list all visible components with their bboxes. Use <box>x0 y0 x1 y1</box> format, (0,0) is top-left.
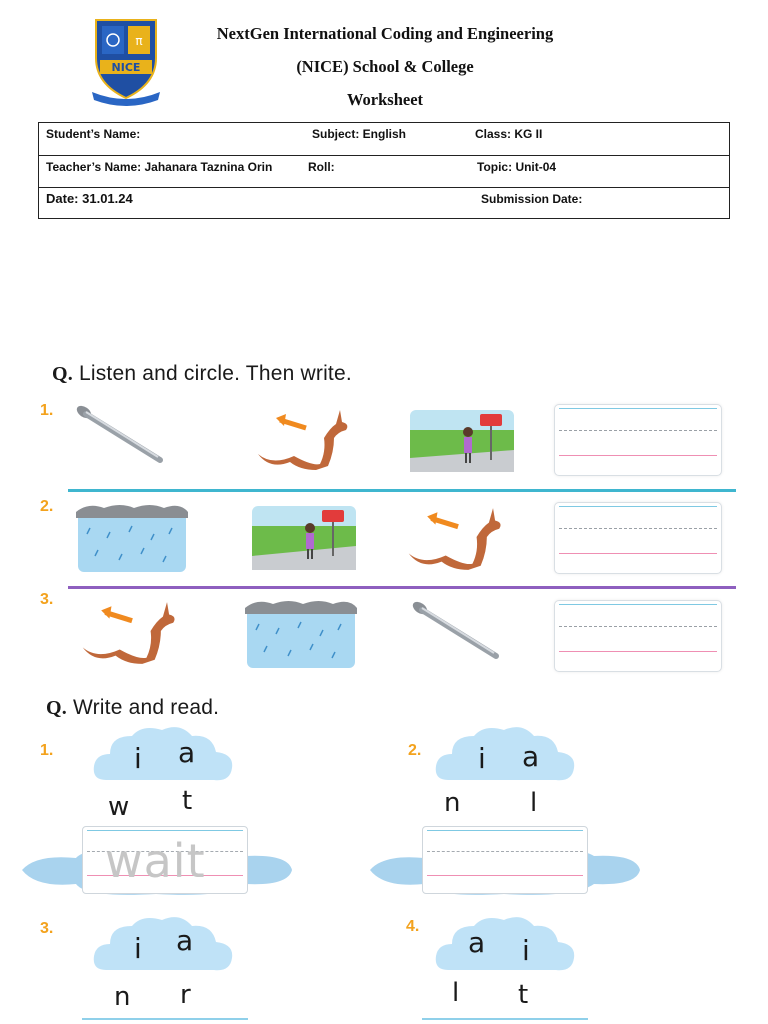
answer-box-3[interactable] <box>554 600 722 672</box>
cloud-2 <box>434 724 576 788</box>
cloud-4-letter-1: a <box>468 926 486 959</box>
write-box-item-1[interactable] <box>82 826 248 894</box>
item-4-letter-1: l <box>452 978 460 1008</box>
answer-box-1[interactable] <box>554 404 722 476</box>
date-field: Date: 31.01.24 <box>46 191 133 206</box>
cloud-3-letter-2: a <box>176 924 194 957</box>
cloud-2-letter-1: i <box>478 742 486 775</box>
logo-text: NICE <box>111 61 141 74</box>
question-2-heading <box>46 696 219 720</box>
item-4-letter-2: t <box>518 980 529 1010</box>
item-1-letter-2: t <box>182 786 193 816</box>
subject-field: Subject: English <box>312 127 407 141</box>
question-1-text: Listen and circle. Then write. <box>78 362 352 385</box>
roll-field: Roll: <box>308 160 335 174</box>
kangaroo-picture[interactable] <box>402 502 510 574</box>
write-box-item-2[interactable] <box>422 826 588 894</box>
item-3-letter-1: n <box>114 982 131 1012</box>
cloud-2-letter-2: a <box>522 740 540 773</box>
nail-picture[interactable] <box>74 402 168 466</box>
cloud-3 <box>92 914 234 978</box>
row-divider-1 <box>68 489 736 492</box>
rain-picture[interactable] <box>244 598 358 670</box>
row-3-number: 3. <box>40 591 54 608</box>
cloud-4 <box>434 914 576 978</box>
item-3-letter-2: r <box>180 980 191 1010</box>
question-2-text: Write and read. <box>72 696 220 719</box>
kangaroo-picture[interactable] <box>254 404 354 474</box>
row-2-number: 2. <box>40 498 54 515</box>
item-4-number: 4. <box>406 918 420 935</box>
document-title: Worksheet <box>346 90 424 109</box>
row-1-number: 1. <box>40 402 54 419</box>
item-4-writing-line <box>422 1018 588 1020</box>
submission-date-field: Submission Date: <box>481 192 583 206</box>
topic-field: Topic: Unit-04 <box>477 160 557 174</box>
rain-picture[interactable] <box>76 502 188 574</box>
school-name-line1: NextGen International Coding and Engineering <box>216 24 554 43</box>
item-2-letter-2: l <box>530 788 538 818</box>
item-1-letter-1: w <box>108 792 130 822</box>
item-2-number: 2. <box>408 742 422 759</box>
item-3-number: 3. <box>40 920 54 937</box>
question-2-label: Q. <box>46 697 67 719</box>
question-1-heading <box>52 362 352 386</box>
cloud-1-letter-2: a <box>178 736 196 769</box>
trace-word-1: wait <box>105 834 206 888</box>
school-name-line2: (NICE) School & College <box>296 57 474 76</box>
girl-waiting-picture[interactable] <box>410 410 514 472</box>
item-2-letter-1: n <box>444 788 461 818</box>
class-field: Class: KG II <box>475 127 543 141</box>
info-row-1 <box>39 123 729 155</box>
question-1-label: Q. <box>52 363 73 385</box>
student-info-table <box>38 122 730 219</box>
info-row-2 <box>39 155 729 187</box>
info-row-3 <box>39 187 729 219</box>
kangaroo-picture[interactable] <box>76 596 184 668</box>
cloud-1 <box>92 724 234 788</box>
svg-text:π: π <box>135 34 143 48</box>
cloud-4-letter-2: i <box>522 934 530 967</box>
girl-waiting-picture[interactable] <box>252 506 356 570</box>
nail-picture[interactable] <box>410 598 504 662</box>
cloud-1-letter-1: i <box>134 742 142 775</box>
cloud-3-letter-1: i <box>134 932 142 965</box>
student-name-field: Student’s Name: <box>46 127 141 141</box>
item-1-number: 1. <box>40 742 54 759</box>
row-divider-2 <box>68 586 736 589</box>
answer-box-2[interactable] <box>554 502 722 574</box>
item-3-writing-line <box>82 1018 248 1020</box>
teacher-field: Teacher’s Name: Jahanara Taznina Orin <box>46 160 273 174</box>
